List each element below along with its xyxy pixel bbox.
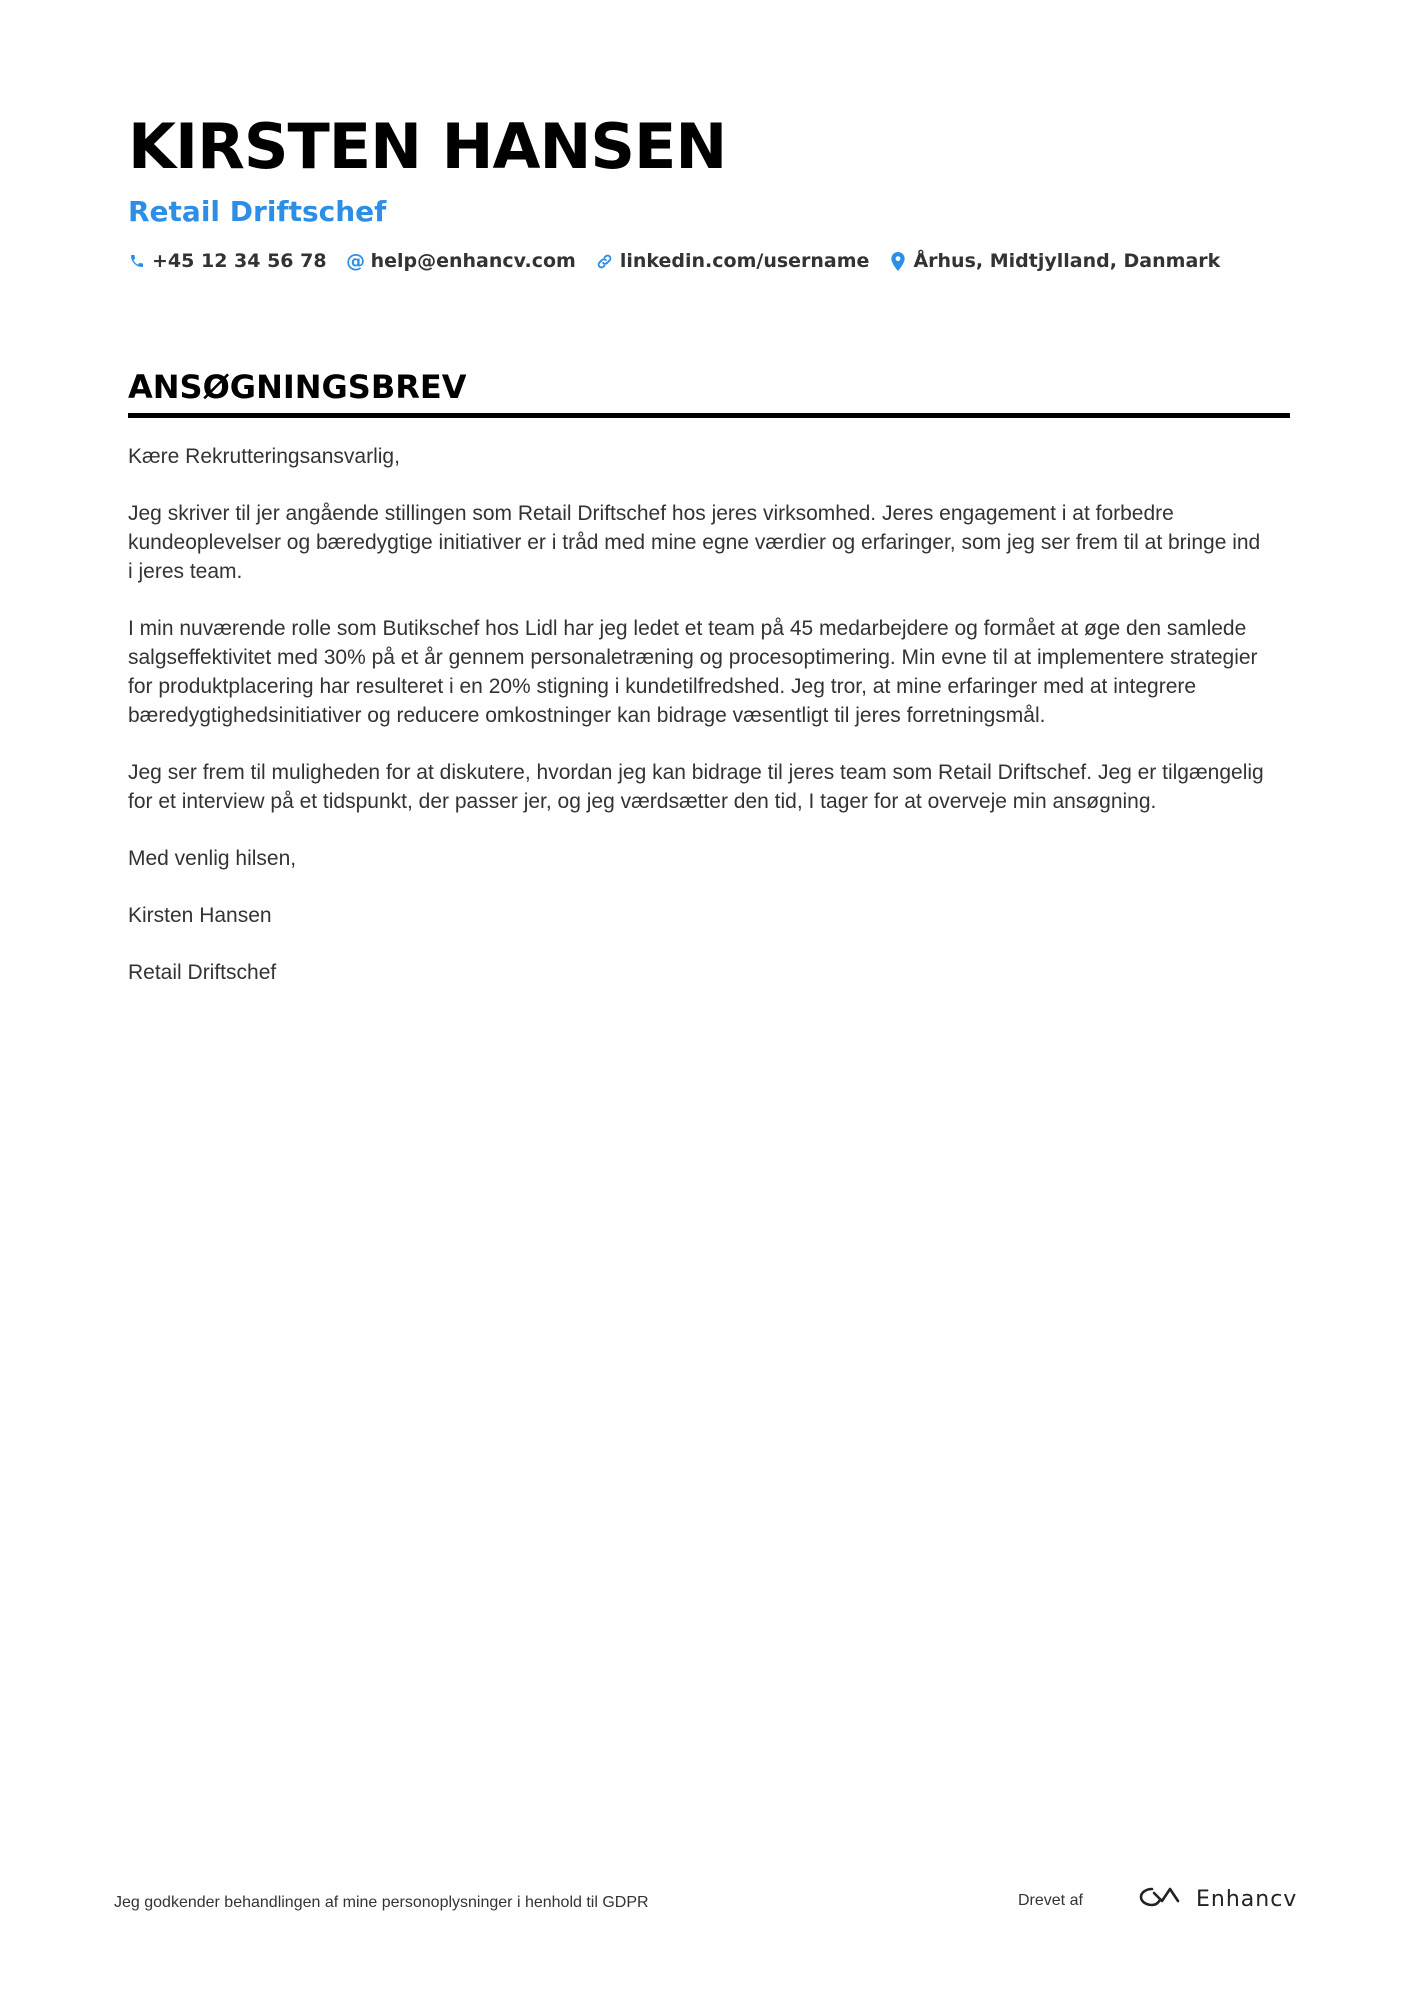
powered-by-label: Drevet af [1018,1892,1083,1909]
contact-email[interactable] [347,250,576,272]
cover-letter-section [128,365,1290,1015]
contact-bar [128,250,1290,272]
email-text[interactable]: help@enhancv.com [370,250,576,272]
letter-paragraph: I min nuværende rolle som Butikschef hos Lidl har jeg ledet et team på 45 medarbejdere og formået at øge den samlede salgseffektivitet med 30% på et år gennem personaletræning og procesoptimering. Min evne til at implementere strategier for produktplacering har resulteret i en 20% stigning i kundetilfredshed. Jeg tror, at mine erfaringer med at integrere bæredygtighedsinitiativer og reducere omkostninger kan bidrage væsentligt til jeres forretningsmål. [128,617,1258,727]
candidate-name: KIRSTEN HANSEN [128,110,727,183]
phone-text: +45 12 34 56 78 [152,250,327,272]
gdpr-consent-text: Jeg godkender behandlingen af mine personoplysninger i henhold til GDPR [114,1894,649,1911]
linkedin-text[interactable]: linkedin.com/username [619,250,870,272]
signature-name: Kirsten Hansen [128,904,272,927]
link-icon [596,251,614,271]
footer [114,1880,1298,1920]
letter-paragraph: Jeg ser frem til muligheden for at diskutere, hvordan jeg kan bidrage til jeres team som Retail Driftschef. Jeg er tilgængelig for et interview på et tidspunkt, der passer jer, og jeg værdsætter den tid, I tager for at overveje min ansøgning. [128,761,1264,813]
closing: Med venlig hilsen, [128,847,297,870]
letter-body [128,442,1268,987]
enhancv-brand[interactable] [1138,1884,1297,1915]
section-divider [128,413,1290,418]
letter-paragraph: Jeg skriver til jer angående stillingen som Retail Driftschef hos jeres virksomhed. Jeres engagement i at forbedre kundeoplevelser og bæredygtige initiativer er i tråd med mine egne værdier og erfaringer, som jeg ser frem til at bringe ind i jeres team. [128,502,1261,583]
signature-title: Retail Driftschef [128,961,277,984]
location-pin-icon [889,251,907,271]
salutation: Kære Rekrutteringsansvarlig, [128,445,400,468]
enhancv-logo-icon [1138,1884,1184,1915]
location-text: Århus, Midtjylland, Danmark [913,250,1221,272]
contact-location [889,250,1220,272]
section-title: ANSØGNINGSBREV [128,368,467,406]
contact-linkedin[interactable] [596,250,870,272]
brand-name: Enhancv [1196,1887,1298,1912]
header [128,108,1290,272]
contact-phone [128,250,327,272]
job-title: Retail Driftschef [128,195,387,228]
at-icon: @ [346,250,366,272]
phone-icon [128,251,146,271]
